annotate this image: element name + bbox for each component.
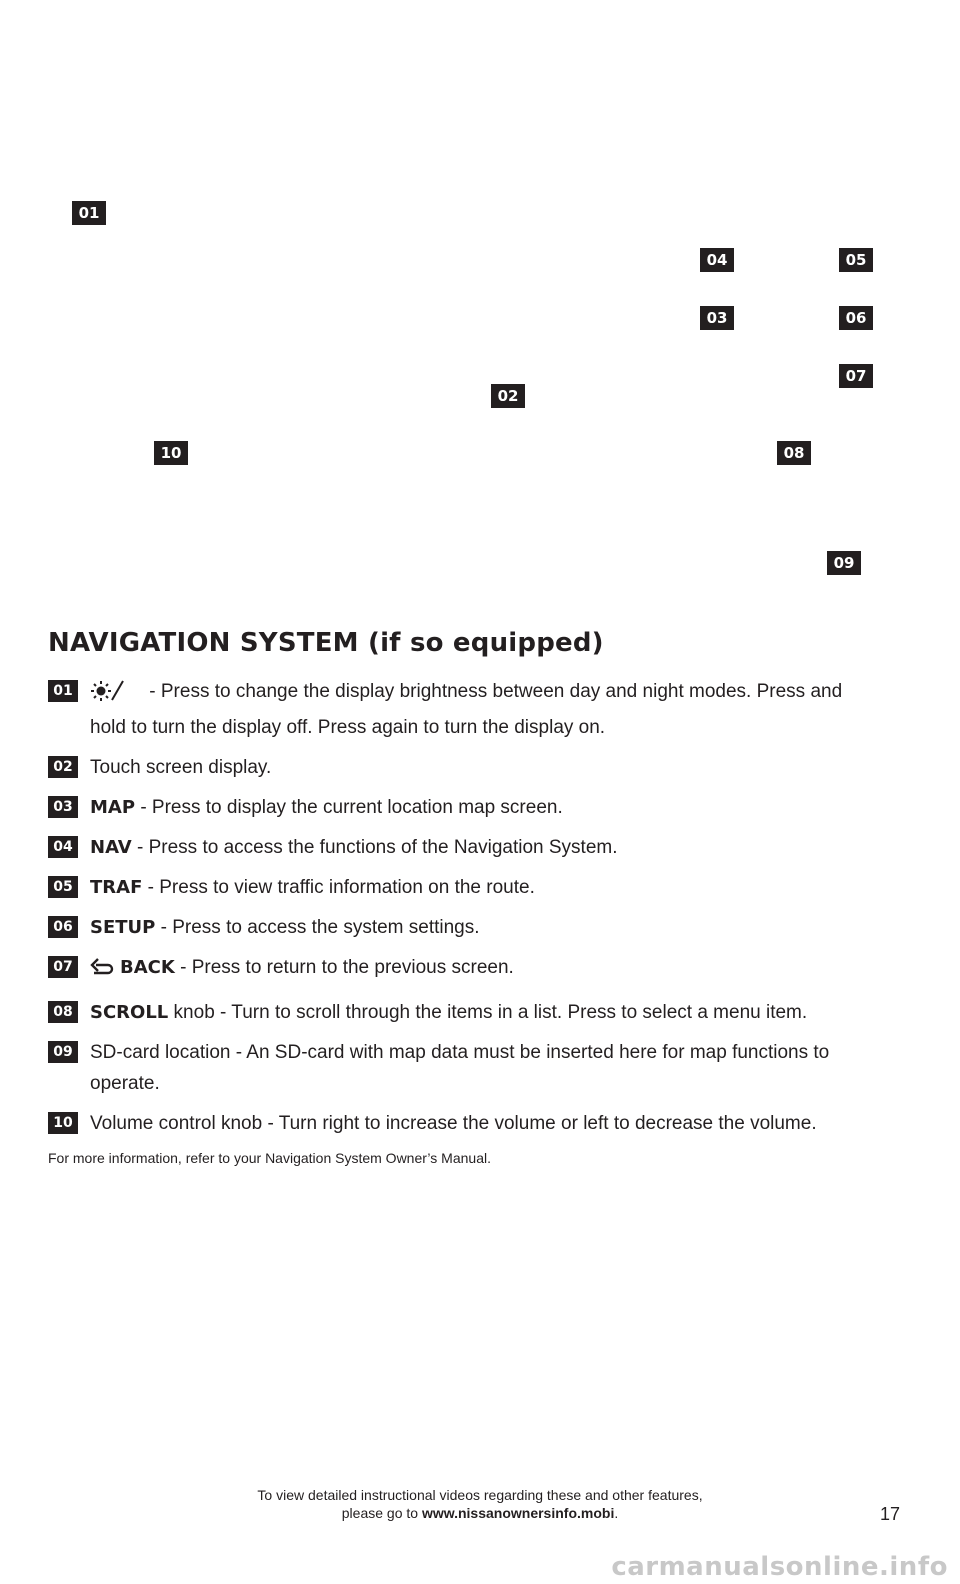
item-text: Touch screen display. bbox=[90, 757, 272, 778]
section-title: NAVIGATION SYSTEM (if so equipped) bbox=[48, 628, 604, 658]
list-item bbox=[48, 872, 878, 903]
item-text: - Press to change the display brightness between day and night modes. Press and hold to turn the display off. Press again to turn the display on. bbox=[90, 681, 843, 738]
diagram-area bbox=[0, 0, 960, 600]
callout-09: 09 bbox=[827, 551, 861, 575]
day-night-icon bbox=[90, 678, 140, 712]
item-text: - Press to return to the previous screen. bbox=[174, 957, 514, 978]
item-label: BACK bbox=[120, 957, 175, 978]
item-label: SCROLL bbox=[90, 1002, 169, 1023]
item-number: 06 bbox=[48, 916, 78, 938]
item-label: SETUP bbox=[90, 917, 156, 938]
item-label: TRAF bbox=[90, 877, 143, 898]
website-link[interactable]: www.nissanownersinfo.mobi bbox=[421, 1505, 615, 1521]
watermark-text: carmanualsonline.info bbox=[611, 1552, 948, 1582]
item-number: 05 bbox=[48, 876, 78, 898]
list-item bbox=[48, 676, 878, 743]
item-text: - Press to view traffic information on the route. bbox=[142, 877, 535, 898]
list-item bbox=[48, 1037, 878, 1099]
item-label: MAP bbox=[90, 797, 136, 818]
item-number: 04 bbox=[48, 836, 78, 858]
back-arrow-icon bbox=[90, 956, 116, 988]
footnote: For more information, refer to your Navigation System Owner’s Manual. bbox=[48, 1150, 491, 1166]
callout-01: 01 bbox=[72, 201, 106, 225]
list-item bbox=[48, 952, 878, 988]
item-number: 07 bbox=[48, 956, 78, 978]
item-text: Volume control knob - Turn right to increase the volume or left to decrease the volume. bbox=[90, 1113, 817, 1134]
list-item bbox=[48, 752, 878, 783]
item-number: 09 bbox=[48, 1041, 78, 1063]
list-item bbox=[48, 912, 878, 943]
callout-03: 03 bbox=[700, 306, 734, 330]
callout-02: 02 bbox=[491, 384, 525, 408]
callout-08: 08 bbox=[777, 441, 811, 465]
item-text: - Press to access the system settings. bbox=[155, 917, 480, 938]
feature-list bbox=[48, 676, 878, 1148]
callout-07: 07 bbox=[839, 364, 873, 388]
list-item bbox=[48, 792, 878, 823]
item-text: - Press to access the functions of the Navigation System. bbox=[131, 837, 618, 858]
item-number: 08 bbox=[48, 1001, 78, 1023]
item-number: 03 bbox=[48, 796, 78, 818]
footer-line-2: please go to www.nissanownersinfo.mobi. bbox=[341, 1505, 619, 1521]
callout-10: 10 bbox=[154, 441, 188, 465]
item-number: 02 bbox=[48, 756, 78, 778]
callout-05: 05 bbox=[839, 248, 873, 272]
item-number: 10 bbox=[48, 1112, 78, 1134]
item-text: knob - Turn to scroll through the items in a list. Press to select a menu item. bbox=[168, 1002, 808, 1023]
item-text: SD-card location - An SD-card with map data must be inserted here for map functions to operate. bbox=[90, 1042, 830, 1094]
page-number: 17 bbox=[880, 1504, 901, 1524]
footer-line-1: To view detailed instructional videos regarding these and other features, bbox=[257, 1487, 703, 1503]
item-text: - Press to display the current location map screen. bbox=[135, 797, 563, 818]
callout-06: 06 bbox=[839, 306, 873, 330]
list-item bbox=[48, 1108, 878, 1139]
item-label: NAV bbox=[90, 837, 132, 858]
watermark bbox=[0, 1548, 960, 1584]
list-item bbox=[48, 832, 878, 863]
item-number: 01 bbox=[48, 680, 78, 702]
list-item bbox=[48, 997, 878, 1028]
callout-04: 04 bbox=[700, 248, 734, 272]
